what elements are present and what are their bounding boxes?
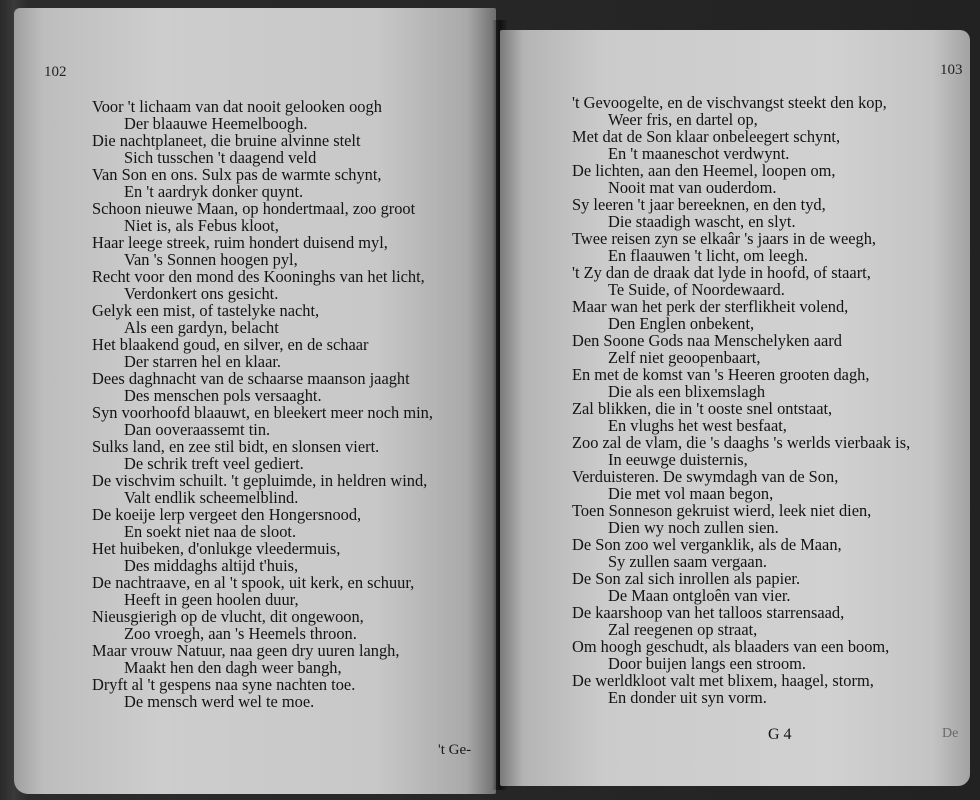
verse-line: De mensch werd wel te moe. <box>124 692 315 711</box>
verse-line: Zelf niet geoopenbaart, <box>608 348 761 367</box>
verse-line: Maakt hen den dagh weer bangh, <box>124 658 342 677</box>
verse-line: De schrik treft veel gediert. <box>124 454 304 473</box>
verse-line: Om hoogh geschudt, als blaaders van een boom, <box>572 637 890 656</box>
verse-line: Door buijen langs een stroom. <box>608 654 807 673</box>
verse-line: Sy zullen saam vergaan. <box>608 552 768 571</box>
verse-line: Sy leeren 't jaar bereeknen, en den tyd, <box>572 195 826 214</box>
verse-line: Valt endlik scheemelblind. <box>124 488 299 507</box>
verse-line: Maar vrouw Natuur, naa geen dry uuren langh, <box>92 641 400 660</box>
verse-line: Des middaghs altijd t'huis, <box>124 556 299 575</box>
verse-line: Schoon nieuwe Maan, op hondertmaal, zoo groot <box>92 199 416 218</box>
verse-line: En vlughs het west besfaat, <box>608 416 787 435</box>
right-page <box>500 30 970 786</box>
verse-line: 't Gevoogelte, en de vischvangst steekt den kop, <box>572 93 887 112</box>
verse-line: Verdonkert ons gesicht. <box>124 284 279 303</box>
verse-line: Dan ooveraassemt tin. <box>124 420 271 439</box>
verse-line: En met de komst van 's Heeren grooten dagh, <box>572 365 870 384</box>
signature-mark: G 4 <box>768 726 792 743</box>
verse-line: Des menschen pols versaaght. <box>124 386 322 405</box>
verse-line: En soekt niet naa de sloot. <box>124 522 297 541</box>
right-page-number: 103 <box>940 62 963 78</box>
verse-line: Gelyk een mist, of tastelyke nacht, <box>92 301 320 320</box>
verse-line: En flaauwen 't licht, om leegh. <box>608 246 809 265</box>
verse-line: Zoo vroegh, aan 's Heemels throon. <box>124 624 357 643</box>
verse-line: De Son zal sich inrollen als papier. <box>572 569 801 588</box>
left-page-number: 102 <box>44 64 67 80</box>
verse-line: Het blaakend goud, en silver, en de schaar <box>92 335 369 354</box>
verse-line: Maar wan het perk der sterflikheit volend, <box>572 297 849 316</box>
right-page-text <box>572 94 910 706</box>
verse-line: Zal blikken, die in 't ooste snel ontstaat, <box>572 399 833 418</box>
verse-line: Te Suide, of Noordewaard. <box>608 280 785 299</box>
verse-line: Die staadigh wascht, en slyt. <box>608 212 796 231</box>
verse-line: De werldkloot valt met blixem, haagel, storm, <box>572 671 874 690</box>
verse-line: Niet is, als Febus kloot, <box>124 216 279 235</box>
verse-line: Weer fris, en dartel op, <box>608 110 758 129</box>
verse-line: In eeuwge duisternis, <box>608 450 748 469</box>
verse-line: Voor 't lichaam van dat nooit gelooken oogh <box>92 97 382 116</box>
verse-line: Recht voor den mond des Kooninghs van het licht, <box>92 267 425 286</box>
verse-line: Nooit mat van ouderdom. <box>608 178 777 197</box>
catchword: 't Ge- <box>438 742 472 758</box>
verse-line: De Son zoo wel verganklik, als de Maan, <box>572 535 842 554</box>
verse-line: Die met vol maan begon, <box>608 484 774 503</box>
verse-line: Nieusgierigh op de vlucht, dit ongewoon, <box>92 607 364 626</box>
verse-line: De kaarshoop van het talloos starrensaad, <box>572 603 845 622</box>
verse-line: Toen Sonneson gekruist wierd, leek niet dien, <box>572 501 872 520</box>
verse-line: Die als een blixemslagh <box>608 382 766 401</box>
verse-line: De koeije lerp vergeet den Hongersnood, <box>92 505 362 524</box>
verse-line: Den Englen onbekent, <box>608 314 755 333</box>
verse-line: Twee reisen zyn se elkaâr 's jaars in de weegh, <box>572 229 876 248</box>
verse-line: 't Zy dan de draak dat lyde in hoofd, of staart, <box>572 263 871 282</box>
next-page-edge-text: De <box>942 726 959 741</box>
verse-line: Van Son en ons. Sulx pas de warmte schynt, <box>92 165 382 184</box>
verse-line: Sulks land, en zee stil bidt, en slonsen viert. <box>92 437 380 456</box>
verse-line: En 't aardryk donker quynt. <box>124 182 304 201</box>
verse-line: Heeft in geen hoolen duur, <box>124 590 299 609</box>
verse-line: Dien wy noch zullen sien. <box>608 518 779 537</box>
verse-line: En 't maaneschot verdwynt. <box>608 144 790 163</box>
verse-line: De Maan ontgloên van vier. <box>608 586 791 605</box>
verse-line: Der blaauwe Heemelboogh. <box>124 114 308 133</box>
verse-line: Der starren hel en klaar. <box>124 352 281 371</box>
verse-line: Sich tusschen 't daagend veld <box>124 148 317 167</box>
verse-line: En donder uit syn vorm. <box>608 688 767 707</box>
verse-line: Met dat de Son klaar onbeleegert schynt, <box>572 127 841 146</box>
verse-line: De vischvim schuilt. 't gepluimde, in heldren wind, <box>92 471 428 490</box>
left-page <box>14 8 496 794</box>
verse-line: De nachtraave, en al 't spook, uit kerk, en schuur, <box>92 573 415 592</box>
verse-line: Den Soone Gods naa Menschelyken aard <box>572 331 842 350</box>
verse-line: Zal reegenen op straat, <box>608 620 758 639</box>
verse-line: De lichten, aan den Heemel, loopen om, <box>572 161 836 180</box>
verse-line: Zoo zal de vlam, die 's daaghs 's werlds vierbaak is, <box>572 433 911 452</box>
verse-line: Die nachtplaneet, die bruine alvinne stelt <box>92 131 361 150</box>
verse-line: Verduisteren. De swymdagh van de Son, <box>572 467 839 486</box>
verse-line: Dees daghnacht van de schaarse maanson jaaght <box>92 369 410 388</box>
verse-line: Haar leege streek, ruim hondert duisend myl, <box>92 233 388 252</box>
verse-line: Het huibeken, d'onlukge vleedermuis, <box>92 539 341 558</box>
verse-line: Syn voorhoofd blaauwt, en bleekert meer noch min, <box>92 403 433 422</box>
left-page-text <box>92 98 433 710</box>
verse-line: Dryft al 't gespens naa syne nachten toe. <box>92 675 356 694</box>
verse-line: Als een gardyn, belacht <box>124 318 279 337</box>
verse-line: Van 's Sonnen hoogen pyl, <box>124 250 298 269</box>
